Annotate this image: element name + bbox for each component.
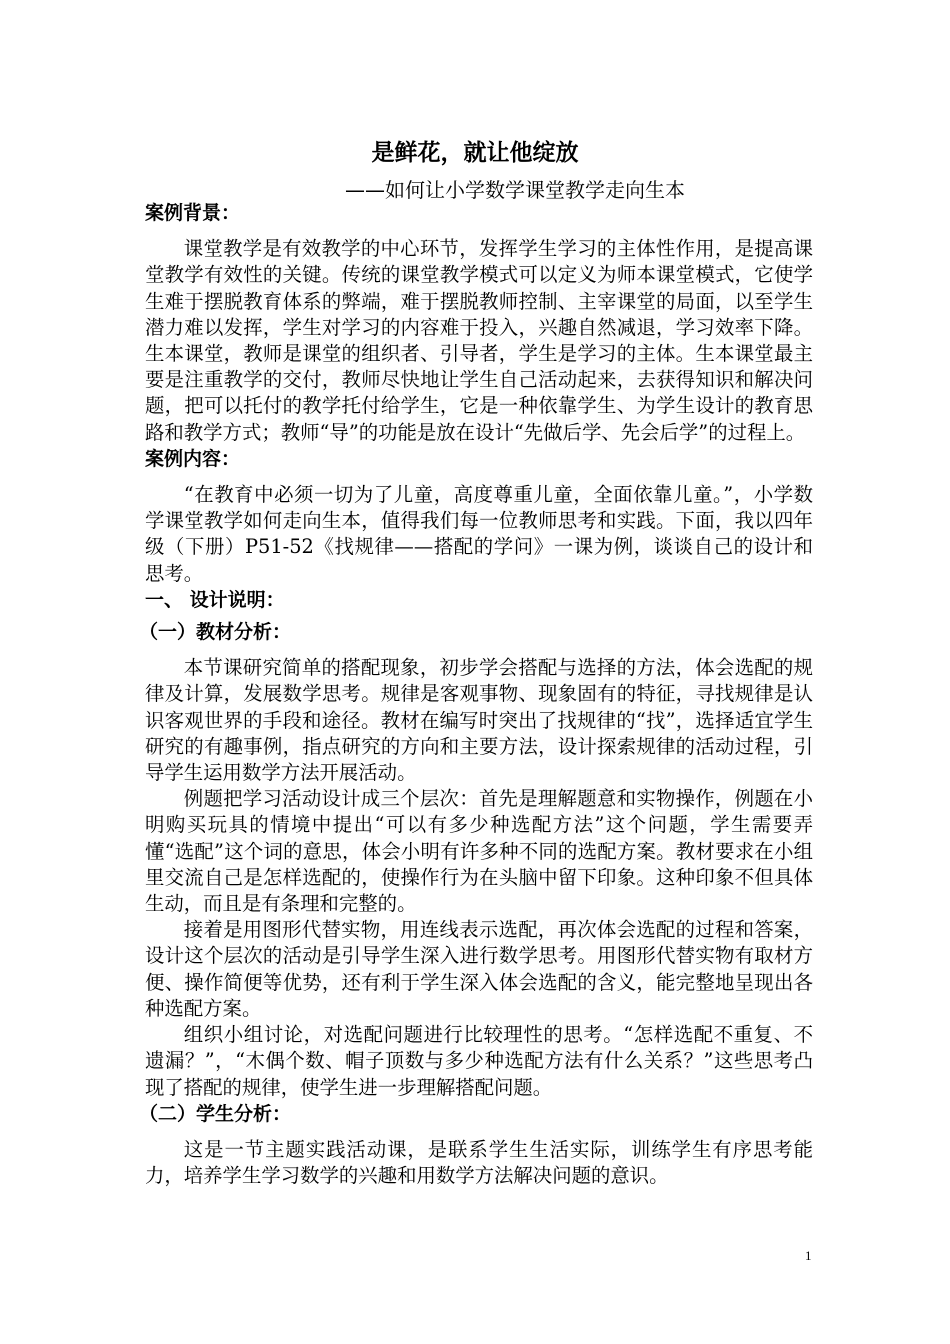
design-heading: 一、 设计说明：	[145, 588, 285, 611]
document-subtitle: ——如何让小学数学课堂教学走向生本	[345, 178, 685, 202]
material-paragraph-2: 例题把学习活动设计成三个层次：首先是理解题意和实物操作，例题在小明购买玩具的情境中提出“可以有多少种选配方法”这个问题，学生需要弄懂“选配”这个词的意思，体会小明有许多种不同的选配方案。教材要求在小组里交流自己是怎样选配的，使操作行为在头脑中留下印象。这种印象不但具体生动，而且是有条理和完整的。	[145, 787, 813, 916]
content-heading: 案例内容：	[145, 447, 241, 470]
page-number: 1	[805, 1248, 812, 1263]
content-paragraph: “在教育中必须一切为了儿童，高度尊重儿童，全面依靠儿童。”，小学数学课堂教学如何走向生本，值得我们每一位教师思考和实践。下面，我以四年级（下册）P51-52《找规律——搭配的学问》一课为例，谈谈自己的设计和思考。	[145, 483, 813, 585]
document-title: 是鲜花，就让他绽放	[371, 140, 579, 166]
background-heading: 案例背景：	[145, 202, 241, 224]
material-paragraph-4: 组织小组讨论，对选配问题进行比较理性的思考。“怎样选配不重复、不遗漏？”，“木偶个数、帽子顶数与多少种选配方法有什么关系？”这些思考凸现了搭配的规律，使学生进一步理解搭配问题。	[145, 1023, 813, 1099]
material-paragraph-3: 接着是用图形代替实物，用连线表示选配，再次体会选配的过程和答案，设计这个层次的活动是引导学生深入进行数学思考。用图形代替实物有取材方便、操作简便等优势，还有利于学生深入体会选配的含义，能完整地呈现出各种选配方案。	[145, 918, 813, 1020]
material-paragraph-1: 本节课研究简单的搭配现象，初步学会搭配与选择的方法，体会选配的规律及计算，发展数学思考。规律是客观事物、现象固有的特征，寻找规律是认识客观世界的手段和途径。教材在编写时突出了找规律的“找”，选择适宜学生研究的有趣事例，指点研究的方向和主要方法，设计探索规律的活动过程，引导学生运用数学方法开展活动。	[145, 656, 813, 785]
background-paragraph: 课堂教学是有效教学的中心环节，发挥学生学习的主体性作用，是提高课堂教学有效性的关键。传统的课堂教学模式可以定义为师本课堂模式，它使学生难于摆脱教育体系的弊端，难于摆脱教师控制、主宰课堂的局面，以至学生潜力难以发挥，学生对学习的内容难于投入，兴趣自然减退，学习效率下降。生本课堂，教师是课堂的组织者、引导者，学生是学习的主体。生本课堂最主要是注重教学的交付，教师尽快地让学生自己活动起来，去获得知识和解决问题，把可以托付的教学托付给学生，它是一种依靠学生、为学生设计的教育思路和教学方式；教师“导”的功能是放在设计“先做后学、先会后学”的过程上。	[145, 237, 813, 444]
student-heading: （二）学生分析：	[139, 1102, 292, 1125]
student-paragraph: 这是一节主题实践活动课，是联系学生生活实际，训练学生有序思考能力，培养学生学习数学的兴趣和用数学方法解决问题的意识。	[145, 1137, 813, 1188]
document-body	[139, 200, 813, 1189]
material-heading: （一）教材分析：	[139, 621, 292, 644]
